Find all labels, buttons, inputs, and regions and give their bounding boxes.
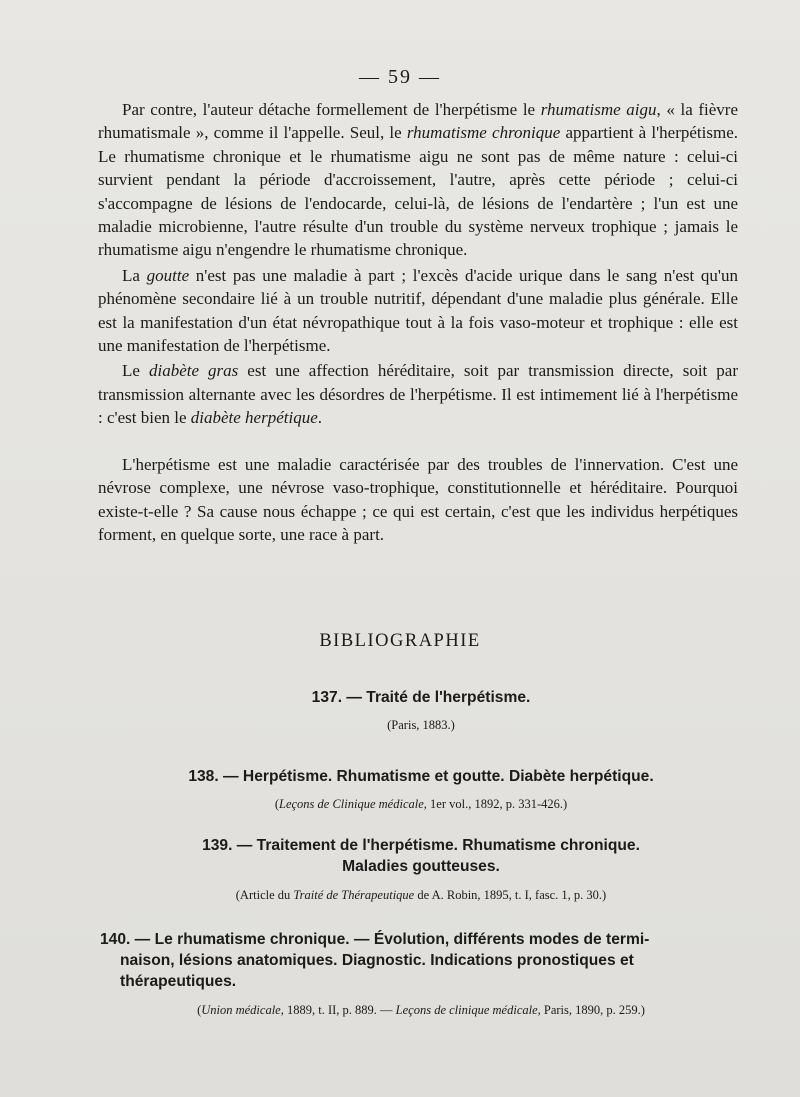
text-run: n'est pas une maladie à part ; l'excès d'acide urique dans le sang n'est qu'un phénomène secondaire lié à un trouble nutritif, dépendant d'une maladie plus générale. Elle est la manifestation d'un état névropathique tout à la fois vaso-moteur et trophique : elle est une manifestation de l'herpétisme. (98, 265, 738, 356)
source-text: ( (274, 797, 279, 811)
source-italic: Leçons de Clinique médicale (279, 797, 424, 811)
bibliography-entry-140-source (98, 1003, 744, 1018)
source-text: de A. Robin, 1895, t. I, fasc. 1, p. 30.) (414, 888, 607, 902)
title-continuation (98, 950, 740, 992)
italic-term: rhumatisme chronique (406, 123, 561, 143)
bibliography-entry-138-title: 138. — Herpétisme. Rhumatisme et goutte. Diabète herpétique. (188, 768, 654, 785)
paragraph-conclusion: L'herpétisme est une maladie caractérisée par des troubles de l'innervation. C'est une névrose complexe, une névrose vaso-trophique, constitutionnelle et héréditaire. Pourquoi existe-t-elle ? Sa cause nous échappe ; ce qui est certain, c'est que les individus herpétiques forment, en quelque sorte, une race à part. (98, 454, 738, 544)
text-run: , « la fièvre rhumatismale », comme il l'appelle. Seul, le (98, 100, 739, 143)
bibliography-entry-140-title (98, 929, 740, 992)
title-line: 139. — Traitement de l'herpétisme. Rhumatisme chronique. (202, 837, 640, 854)
italic-term: diabète gras (148, 361, 239, 381)
italic-term: goutte (146, 265, 190, 285)
italic-term: rhumatisme aigu (540, 100, 657, 119)
source-italic: Leçons de clinique médicale (395, 1003, 538, 1017)
page-number: — 59 — (359, 66, 441, 88)
paragraph-rhumatisme (98, 98, 738, 262)
title-line: naison, lésions anatomiques. Diagnostic. Indications pronostiques et (120, 952, 634, 969)
source-text: , 1889, t. II, p. 889. — (280, 1003, 396, 1017)
text-run: appartient à l'herpétisme. Le rhumatisme chronique et le rhumatisme aigu ne sont pas de même nature : celui-ci survient pendant la période d'accroissement, l'autre, après cette période ; celui-ci s'accompagne de lésions de l'endocarde, celui-là, de lésions de l'endartère ; l'un est une maladie microbienne, l'autre résulte d'un trouble du système nerveux trophique ; jamais le rhumatisme aigu n'engendre le rhumatisme chronique. (98, 123, 738, 260)
body-text (98, 98, 738, 546)
text-run: La (122, 265, 147, 285)
italic-term: diabète herpétique (190, 408, 318, 428)
title-line: Maladies goutteuses. (342, 858, 500, 875)
source-text: , 1er vol., 1892, p. 331-426.) (423, 797, 568, 811)
text-run: . (317, 408, 323, 428)
bibliography-entry-139-title (98, 835, 744, 877)
bibliography-entry-137-title: 137. — Traité de l'herpétisme. (311, 689, 531, 706)
source-italic: Traité de Thérapeutique (293, 888, 415, 902)
bibliography-heading: BIBLIOGRAPHIE (319, 631, 481, 651)
source-text: , Paris, 1890, p. 259.) (537, 1003, 645, 1017)
text-run: est une affection héréditaire, soit par transmission directe, soit par transmission alternante avec les désordres de l'herpétisme. Il est intimement lié à l'herpétisme : c'est bien le (98, 361, 738, 428)
paragraph-diabete (98, 359, 738, 429)
text-run: Par contre, l'auteur détache formellement de l'herpétisme le (122, 100, 541, 119)
bibliography-entry-138-source (98, 797, 744, 812)
title-line: 140. — Le rhumatisme chronique. — Évolution, différents modes de termi- (100, 931, 650, 948)
source-text: ( (197, 1003, 202, 1017)
bibliography-entry-139-source (98, 888, 744, 903)
source-text: (Article du (235, 888, 294, 902)
text-run: Le (122, 361, 149, 381)
source-italic: Union médicale (201, 1003, 281, 1017)
paragraph-goutte (98, 264, 738, 358)
bibliography-entry-137-source: (Paris, 1883.) (387, 718, 455, 732)
title-line: thérapeutiques. (120, 973, 237, 990)
